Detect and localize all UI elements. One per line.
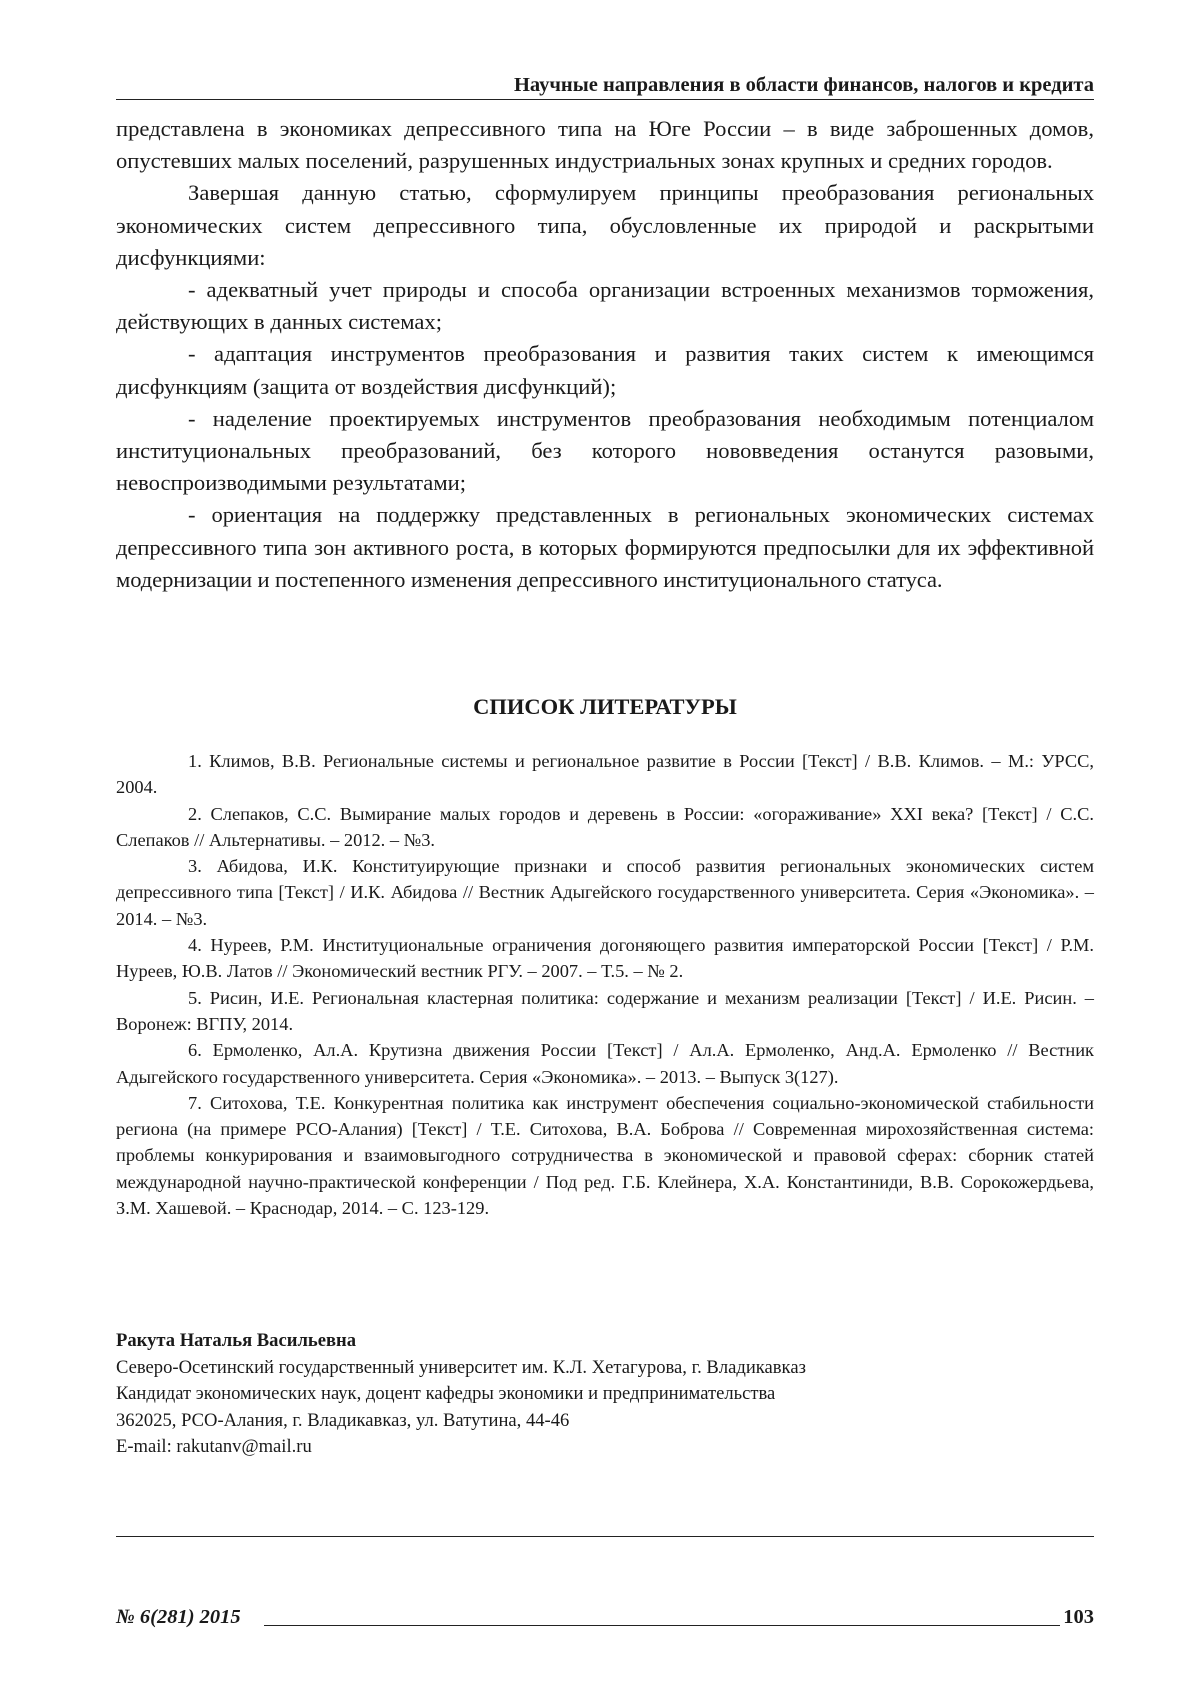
body-paragraph: представлена в экономиках депрессивного типа на Юге России – в виде заброшенных домов, опустевших малых поселений, разрушенных индустриальных зонах крупных и средних городов. xyxy=(116,116,1094,174)
principle-item: - наделение проектируемых инструментов преобразования необходимым потенциалом институциональных преобразований, без которого нововведения останутся разовыми, невоспроизводимыми результатами; xyxy=(116,405,1094,496)
author-affiliation: Северо-Осетинский государственный университет им. К.Л. Хетагурова, г. Владикавказ xyxy=(116,1356,806,1378)
article-body xyxy=(116,113,1094,596)
footer-rule xyxy=(116,1536,1094,1537)
principle-item: - адекватный учет природы и способа организации встроенных механизмов торможения, действующих в данных системах; xyxy=(116,277,1094,335)
reference-item: 4. Нуреев, Р.М. Институциональные ограничения догоняющего развития императорской России [Текст] / Р.М. Нуреев, Ю.В. Латов // Экономический вестник РГУ. – 2007. – Т.5. – № 2. xyxy=(116,935,1094,982)
reference-item: 1. Климов, В.В. Региональные системы и региональное развитие в России [Текст] / В.В. Климов. – М.: УРСС, 2004. xyxy=(116,751,1094,798)
principle-item: - адаптация инструментов преобразования и развития таких систем к имеющимся дисфункциям (защита от воздействия дисфункций); xyxy=(116,341,1094,399)
references-title: СПИСОК ЛИТЕРАТУРЫ xyxy=(473,694,737,719)
page-number: 103 xyxy=(1063,1606,1094,1628)
reference-item: 7. Ситохова, Т.Е. Конкурентная политика как инструмент обеспечения социально-экономической стабильности региона (на примере РСО-Алания) [Текст] / Т.Е. Ситохова, В.А. Боброва // Современная мирохозяйственная система: проблемы конкурирования и взаимовыгодного сотрудничества в экономической и правовой сферах: сборник статей международной научно-практической конференции / Под ред. Г.Б. Клейнера, Х.А. Константиниди, В.В. Сорокожердьева, З.М. Хашевой. – Краснодар, 2014. – С. 123-129. xyxy=(116,1092,1094,1219)
reference-item: 6. Ермоленко, Ал.А. Крутизна движения России [Текст] / Ал.А. Ермоленко, Анд.А. Ермоленко // Вестник Адыгейского государственного университета. Серия «Экономика». – 2013. – Выпуск 3(127). xyxy=(116,1040,1094,1087)
principle-item: - ориентация на поддержку представленных в региональных экономических системах депрессивного типа зон активного роста, в которых формируются предпосылки для их эффективной модернизации и постепенного изменения депрессивного институционального статуса. xyxy=(116,502,1094,592)
author-address: 362025, РСО-Алания, г. Владикавказ, ул. Ватутина, 44-46 xyxy=(116,1409,570,1431)
footer-line xyxy=(264,1625,1060,1626)
page-footer xyxy=(116,1605,1094,1629)
author-name: Ракута Наталья Васильевна xyxy=(116,1330,357,1351)
author-position: Кандидат экономических наук, доцент кафедры экономики и предпринимательства xyxy=(116,1383,776,1404)
author-email: E-mail: rakutanv@mail.ru xyxy=(116,1436,312,1457)
running-title: Научные направления в области финансов, налогов и кредита xyxy=(513,74,1094,96)
body-paragraph: Завершая данную статью, сформулируем принципы преобразования региональных экономических систем депрессивного типа, обусловленные их природой и раскрытыми дисфункциями: xyxy=(116,180,1094,270)
reference-item: 5. Рисин, И.Е. Региональная кластерная политика: содержание и механизм реализации [Текст] / И.Е. Рисин. – Воронеж: ВГПУ, 2014. xyxy=(116,987,1094,1034)
journal-page xyxy=(116,0,1094,1698)
header-rule xyxy=(116,99,1094,100)
issue-number: № 6(281) 2015 xyxy=(116,1606,241,1628)
reference-item: 3. Абидова, И.К. Конституирующие признаки и способ развития региональных экономических систем депрессивного типа [Текст] / И.К. Абидова // Вестник Адыгейского государственного университета. Серия «Экономика». – 2014. – №3. xyxy=(116,856,1094,929)
author-block xyxy=(116,1328,1094,1461)
reference-item: 2. Слепаков, С.С. Вымирание малых городов и деревень в России: «огораживание» XXI века? [Текст] / С.С. Слепаков // Альтернативы. – 2012. – №3. xyxy=(116,803,1094,850)
references-list xyxy=(116,748,1094,1221)
